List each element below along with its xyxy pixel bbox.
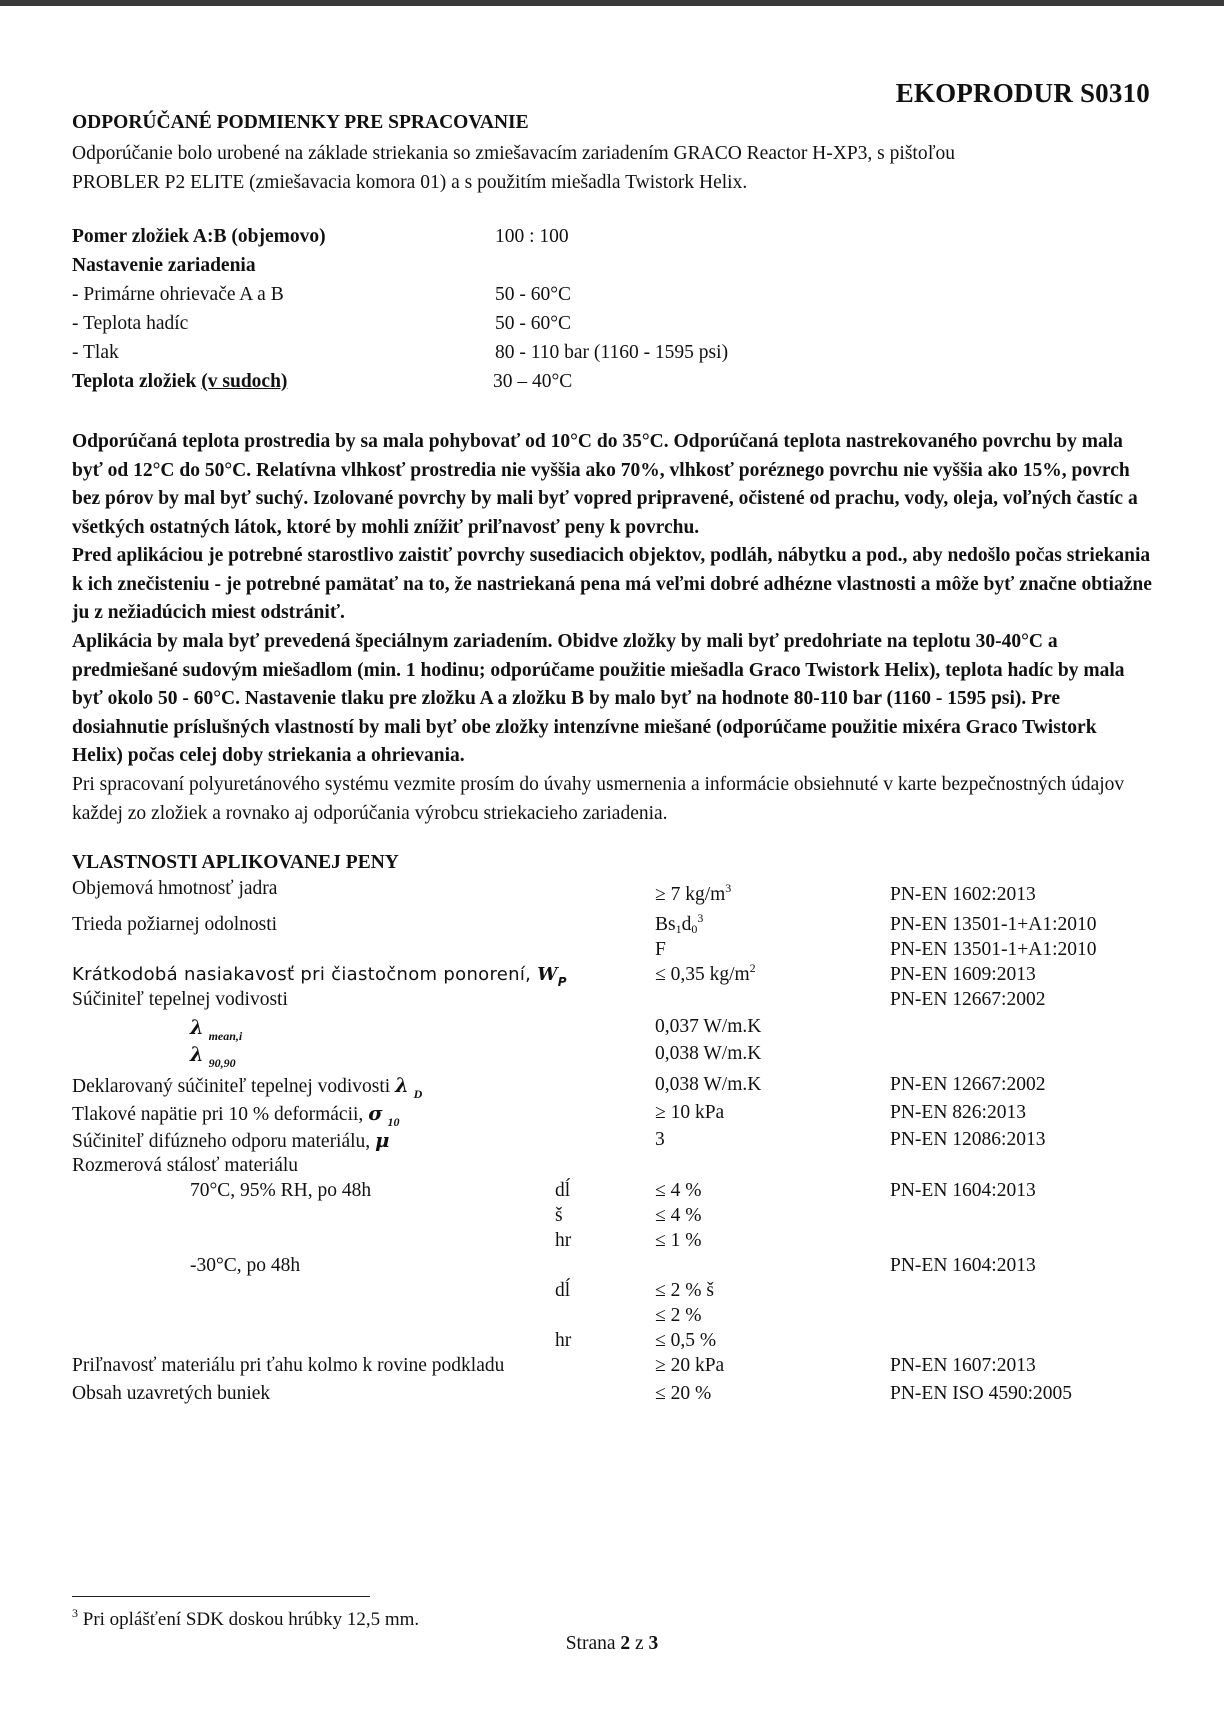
heaters-label: - Primárne ohrievače A a B xyxy=(72,284,284,305)
lambda-90-value: 0,038 W/m.K xyxy=(655,1043,762,1064)
fire-value-a: Bs xyxy=(655,914,676,935)
cond2-hr: hr xyxy=(555,1330,572,1351)
prop-row-cond2 xyxy=(0,1255,1224,1281)
closed-value: ≤ 20 % xyxy=(655,1383,712,1404)
absorption-value-text: ≤ 0,35 kg/m xyxy=(655,964,750,985)
page-current: 2 xyxy=(620,1633,631,1654)
diffusion-label xyxy=(72,1129,389,1153)
prop-row-fire xyxy=(0,911,1224,940)
lambda-mean-glyph: λ xyxy=(190,1016,204,1039)
declared-norm: PN-EN 12667:2002 xyxy=(890,1074,1046,1095)
ratio-value: 100 : 100 xyxy=(495,226,569,247)
declared-symbol: λ xyxy=(395,1074,409,1097)
cond1-s: š xyxy=(555,1205,563,1226)
cond2-hr-value: ≤ 0,5 % xyxy=(655,1330,717,1351)
lambda-mean-sub: mean,i xyxy=(208,1029,243,1043)
absorption-symbol: W xyxy=(537,964,558,985)
cond2-label: -30°C, po 48h xyxy=(190,1255,301,1276)
intro-line-1: Odporúčanie bolo urobené na základe striekania so zmiešavacím zariadením GRACO Reactor H-XP3, s pištoľou xyxy=(72,143,955,164)
settings-row-pressure xyxy=(72,342,1152,370)
prop-row-lambda-90 xyxy=(0,1043,1224,1069)
prop-row-cond2-hr xyxy=(0,1330,1224,1356)
section-heading-processing: ODPORÚČANÉ PODMIENKY PRE SPRACOVANIE xyxy=(72,112,529,133)
compress-sub: 10 xyxy=(387,1115,400,1129)
compress-value: ≥ 10 kPa xyxy=(655,1102,725,1123)
adhesion-label: Priľnavosť materiálu pri ťahu kolmo k rovine podkladu xyxy=(72,1355,505,1376)
cond2-s-value: ≤ 2 % xyxy=(655,1305,702,1326)
page-prefix: Strana xyxy=(565,1633,621,1654)
prop-row-cond1-hr xyxy=(0,1230,1224,1256)
prop-row-density xyxy=(0,878,1224,904)
pressure-label: - Tlak xyxy=(72,342,119,363)
absorption-label-text: Krátkodobá nasiakavosť pri čiastočnom ponorení, xyxy=(72,964,538,985)
prop-row-cond2-s xyxy=(0,1305,1224,1331)
prop-row-lambda-mean xyxy=(0,1016,1224,1042)
conductivity-label: Súčiniteľ tepelnej vodivosti xyxy=(72,989,288,1010)
fire-value xyxy=(655,911,704,936)
settings-row-ratio xyxy=(72,226,1152,254)
heaters-value: 50 - 60°C xyxy=(495,284,572,305)
cond2-dl: dĺ xyxy=(555,1280,571,1301)
cond1-label: 70°C, 95% RH, po 48h xyxy=(190,1180,372,1201)
absorption-sup: 2 xyxy=(749,961,756,975)
settings-row-device xyxy=(72,255,1152,283)
density-sup: 3 xyxy=(725,881,732,895)
normal-paragraph-safety: Pri spracovaní polyuretánového systému vezmite prosím do úvahy usmernenia a informácie obsiehnuté v karte bezpečnostných údajov každej zo zložiek a rovnako aj odporúčania výrobcu striekacieho zariadenia. xyxy=(72,774,1125,824)
component-temp-label-b: (v sudoch) xyxy=(201,371,288,392)
diffusion-label-text: Súčiniteľ difúzneho odporu materiálu, xyxy=(72,1131,376,1152)
diffusion-value: 3 xyxy=(655,1129,665,1150)
component-temp-label xyxy=(72,371,287,393)
intro-paragraph xyxy=(72,140,1152,197)
prop-row-diffusion xyxy=(0,1129,1224,1155)
ratio-label: Pomer zložiek A:B (objemovo) xyxy=(72,226,326,247)
window-top-bar xyxy=(0,0,1224,6)
compress-symbol: σ xyxy=(368,1102,383,1125)
declared-value: 0,038 W/m.K xyxy=(655,1074,762,1095)
prop-row-closed-cells xyxy=(0,1383,1224,1409)
fire2-value: F xyxy=(655,939,666,960)
bold-paragraph-conditions: Odporúčaná teplota prostredia by sa mala pohybovať od 10°C do 35°C. Odporúčaná teplota nastrekovaného povrchu by mala byť od 12°C do 50°C. Relatívna vlhkosť prostredia nie vyššia ako 70%, vlhkosť poréznego povrchu nie vyššia ako 15%, povrch bez pórov by mal byť suchý. Izolované povrchy by mali byť vopred pripravené, očistené od prachu, vody, oleja, voľných častíc a všetkých ostatných látok, ktoré by mohli znížiť priľnavosť peny k povrchu. xyxy=(72,431,1138,538)
absorption-label xyxy=(72,964,567,989)
fire-label: Trieda požiarnej odolnosti xyxy=(72,914,278,935)
cond1-s-value: ≤ 4 % xyxy=(655,1205,702,1226)
absorption-norm: PN-EN 1609:2013 xyxy=(890,964,1036,985)
prop-row-adhesion xyxy=(0,1355,1224,1381)
cond2-norm: PN-EN 1604:2013 xyxy=(890,1255,1036,1276)
document-title: EKOPRODUR S0310 xyxy=(895,78,1150,108)
closed-norm: PN-EN ISO 4590:2005 xyxy=(890,1383,1073,1404)
lambda-90-sub: 90,90 xyxy=(208,1056,236,1070)
lambda-mean-symbol xyxy=(190,1016,242,1044)
cond2-dl-value: ≤ 2 % š xyxy=(655,1280,714,1301)
page-number xyxy=(0,1633,1224,1655)
footnote-text: Pri oplášťení SDK doskou hrúbky 12,5 mm. xyxy=(78,1609,420,1630)
compress-label-text: Tlakové napätie pri 10 % deformácii, xyxy=(72,1104,369,1125)
cond1-hr: hr xyxy=(555,1230,572,1251)
settings-row-hoses xyxy=(72,313,1152,341)
footnote-mark: 3 xyxy=(72,1606,78,1620)
closed-label: Obsah uzavretých buniek xyxy=(72,1383,271,1404)
footnote-divider xyxy=(72,1596,370,1597)
bold-paragraph-application: Aplikácia by mala byť prevedená špeciálnym zariadením. Obidve zložky by mali byť predohriate na teplotu 30-40°C a predmiešané sudovým miešadlom (min. 1 hodinu; odporúčame použitie miešadla Graco Twistork Helix), teplota hadíc by mala byť okolo 50 - 60°C. Nastavenie tlaku pre zložku A a zložku B by malo byť na hodnote 80-110 bar (1160 - 1595 psi). Pre dosiahnutie príslušných vlastností by mali byť obe zložky intenzívne miešané (odporúčame použitie mixéra Graco Twistork Helix) počas celej doby striekania a ohrievania. xyxy=(72,631,1125,767)
intro-line-2: PROBLER P2 ELITE (zmiešavacia komora 01) a s použitím miešadla Twistork Helix. xyxy=(72,171,748,193)
prop-row-compress xyxy=(0,1102,1224,1128)
fire-value-sup: 3 xyxy=(697,911,704,925)
page-middle: z xyxy=(630,1633,649,1654)
density-value xyxy=(655,881,732,906)
device-label: Nastavenie zariadenia xyxy=(72,255,256,276)
lambda-90-symbol xyxy=(190,1043,236,1071)
conductivity-norm: PN-EN 12667:2002 xyxy=(890,989,1046,1010)
fire-value-sub1: 1 xyxy=(675,922,682,936)
bold-paragraph-protection: Pred aplikáciou je potrebné starostlivo zaistiť povrchy susediacich objektov, podláh, nábytku a pod., aby nedošlo počas striekania k ich znečisteniu - je potrebné pamätať na to, že nastriekaná pena má veľmi dobré adhézne vlastnosti a môže byť značne obtiažne ju z nežiadúcich miest odstrániť. xyxy=(72,545,1152,624)
diffusion-norm: PN-EN 12086:2013 xyxy=(890,1129,1046,1150)
declared-label-text: Deklarovaný súčiniteľ tepelnej vodivosti xyxy=(72,1076,396,1097)
cond1-dl: dĺ xyxy=(555,1180,571,1201)
fire-norm: PN-EN 13501-1+A1:2010 xyxy=(890,914,1097,935)
cond1-norm: PN-EN 1604:2013 xyxy=(890,1180,1036,1201)
dimstab-label: Rozmerová stálosť materiálu xyxy=(72,1155,299,1176)
prop-row-cond2-dl xyxy=(0,1280,1224,1306)
prop-row-dimstab xyxy=(0,1155,1224,1181)
page-total: 3 xyxy=(648,1633,659,1654)
cond1-hr-value: ≤ 1 % xyxy=(655,1230,702,1251)
density-label: Objemová hmotnosť jadra xyxy=(72,878,278,899)
pressure-value: 80 - 110 bar (1160 - 1595 psi) xyxy=(495,342,729,363)
fire2-norm: PN-EN 13501-1+A1:2010 xyxy=(890,939,1097,960)
absorption-value xyxy=(655,961,756,986)
hoses-label: - Teplota hadíc xyxy=(72,313,189,334)
compress-label xyxy=(72,1102,399,1130)
absorption-symbol-sub: P xyxy=(557,975,567,989)
declared-label xyxy=(72,1074,422,1102)
hoses-value: 50 - 60°C xyxy=(495,313,572,334)
component-temp-value: 30 – 40°C xyxy=(493,371,573,392)
adhesion-value: ≥ 20 kPa xyxy=(655,1355,725,1376)
declared-sub: D xyxy=(413,1087,423,1101)
fire-value-b: d xyxy=(681,914,692,935)
prop-row-cond1-s xyxy=(0,1205,1224,1231)
footnote xyxy=(72,1606,420,1631)
component-temp-label-a: Teplota zložiek xyxy=(72,371,202,392)
prop-row-fire2 xyxy=(0,939,1224,965)
adhesion-norm: PN-EN 1607:2013 xyxy=(890,1355,1036,1376)
prop-row-cond1-dl xyxy=(0,1180,1224,1206)
compress-norm: PN-EN 826:2013 xyxy=(890,1102,1026,1123)
settings-row-heaters xyxy=(72,284,1152,312)
prop-row-absorption xyxy=(0,961,1224,990)
lambda-90-glyph: λ xyxy=(190,1043,204,1066)
section-heading-properties: VLASTNOSTI APLIKOVANEJ PENY xyxy=(72,852,399,873)
fire-value-sub2: 0 xyxy=(691,922,698,936)
diffusion-symbol: μ xyxy=(375,1129,390,1152)
cond1-dl-value: ≤ 4 % xyxy=(655,1180,702,1201)
prop-row-conductivity xyxy=(0,989,1224,1015)
settings-row-component-temp xyxy=(72,371,1152,399)
lambda-mean-value: 0,037 W/m.K xyxy=(655,1016,762,1037)
density-norm: PN-EN 1602:2013 xyxy=(890,884,1036,905)
prop-row-declared xyxy=(0,1074,1224,1100)
density-value-text: ≥ 7 kg/m xyxy=(655,884,726,905)
